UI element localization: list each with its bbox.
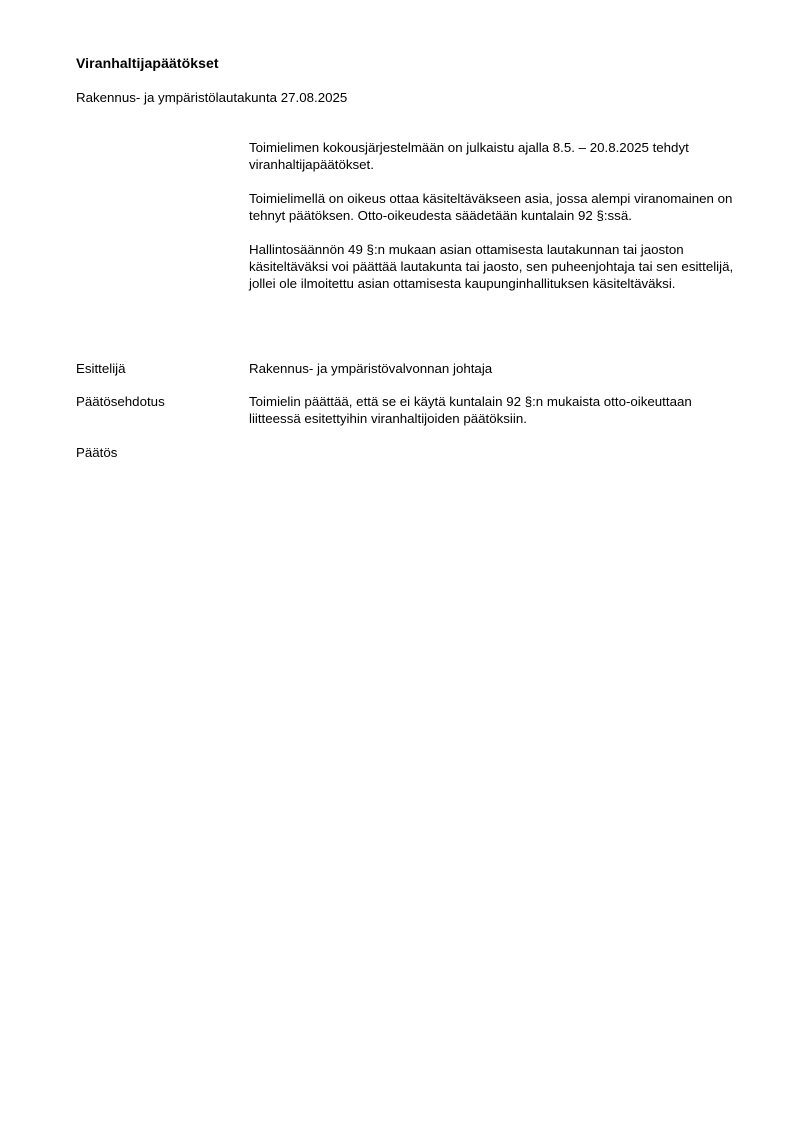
presenter-value: Rakennus- ja ympäristövalvonnan johtaja [249, 361, 493, 376]
intro-text [249, 139, 744, 309]
proposal-label: Päätösehdotus [76, 394, 165, 409]
document-subtitle: Rakennus- ja ympäristölautakunta 27.08.2025 [76, 90, 348, 105]
intro-paragraph-right-to-take: Toimielimellä on oikeus ottaa käsiteltäväkseen asia, jossa alempi viranomainen on tehnyt päätöksen. Otto-oikeudesta säädetään kuntalain 92 §:ssä. [249, 191, 733, 223]
intro-paragraph-administrative-rule: Hallintosäännön 49 §:n mukaan asian ottamisesta lautakunnan tai jaoston käsiteltäväksi voi päättää lautakunta tai jaosto, sen puheenjohtaja tai sen esittelijä, jollei ole ilmoitettu asian ottamisesta kaupunginhallituksen käsiteltäväksi. [249, 242, 734, 291]
decision-label: Päätös [76, 445, 118, 460]
proposal-value: Toimielin päättää, että se ei käytä kuntalain 92 §:n mukaista otto-oikeuttaan liitteessä esitettyihin viranhaltijoiden päätöksiin. [249, 394, 692, 426]
document-title: Viranhaltijapäätökset [76, 55, 219, 71]
presenter-label: Esittelijä [76, 361, 126, 376]
intro-paragraph-publication: Toimielimen kokousjärjestelmään on julkaistu ajalla 8.5. – 20.8.2025 tehdyt viranhaltijapäätökset. [249, 140, 689, 172]
